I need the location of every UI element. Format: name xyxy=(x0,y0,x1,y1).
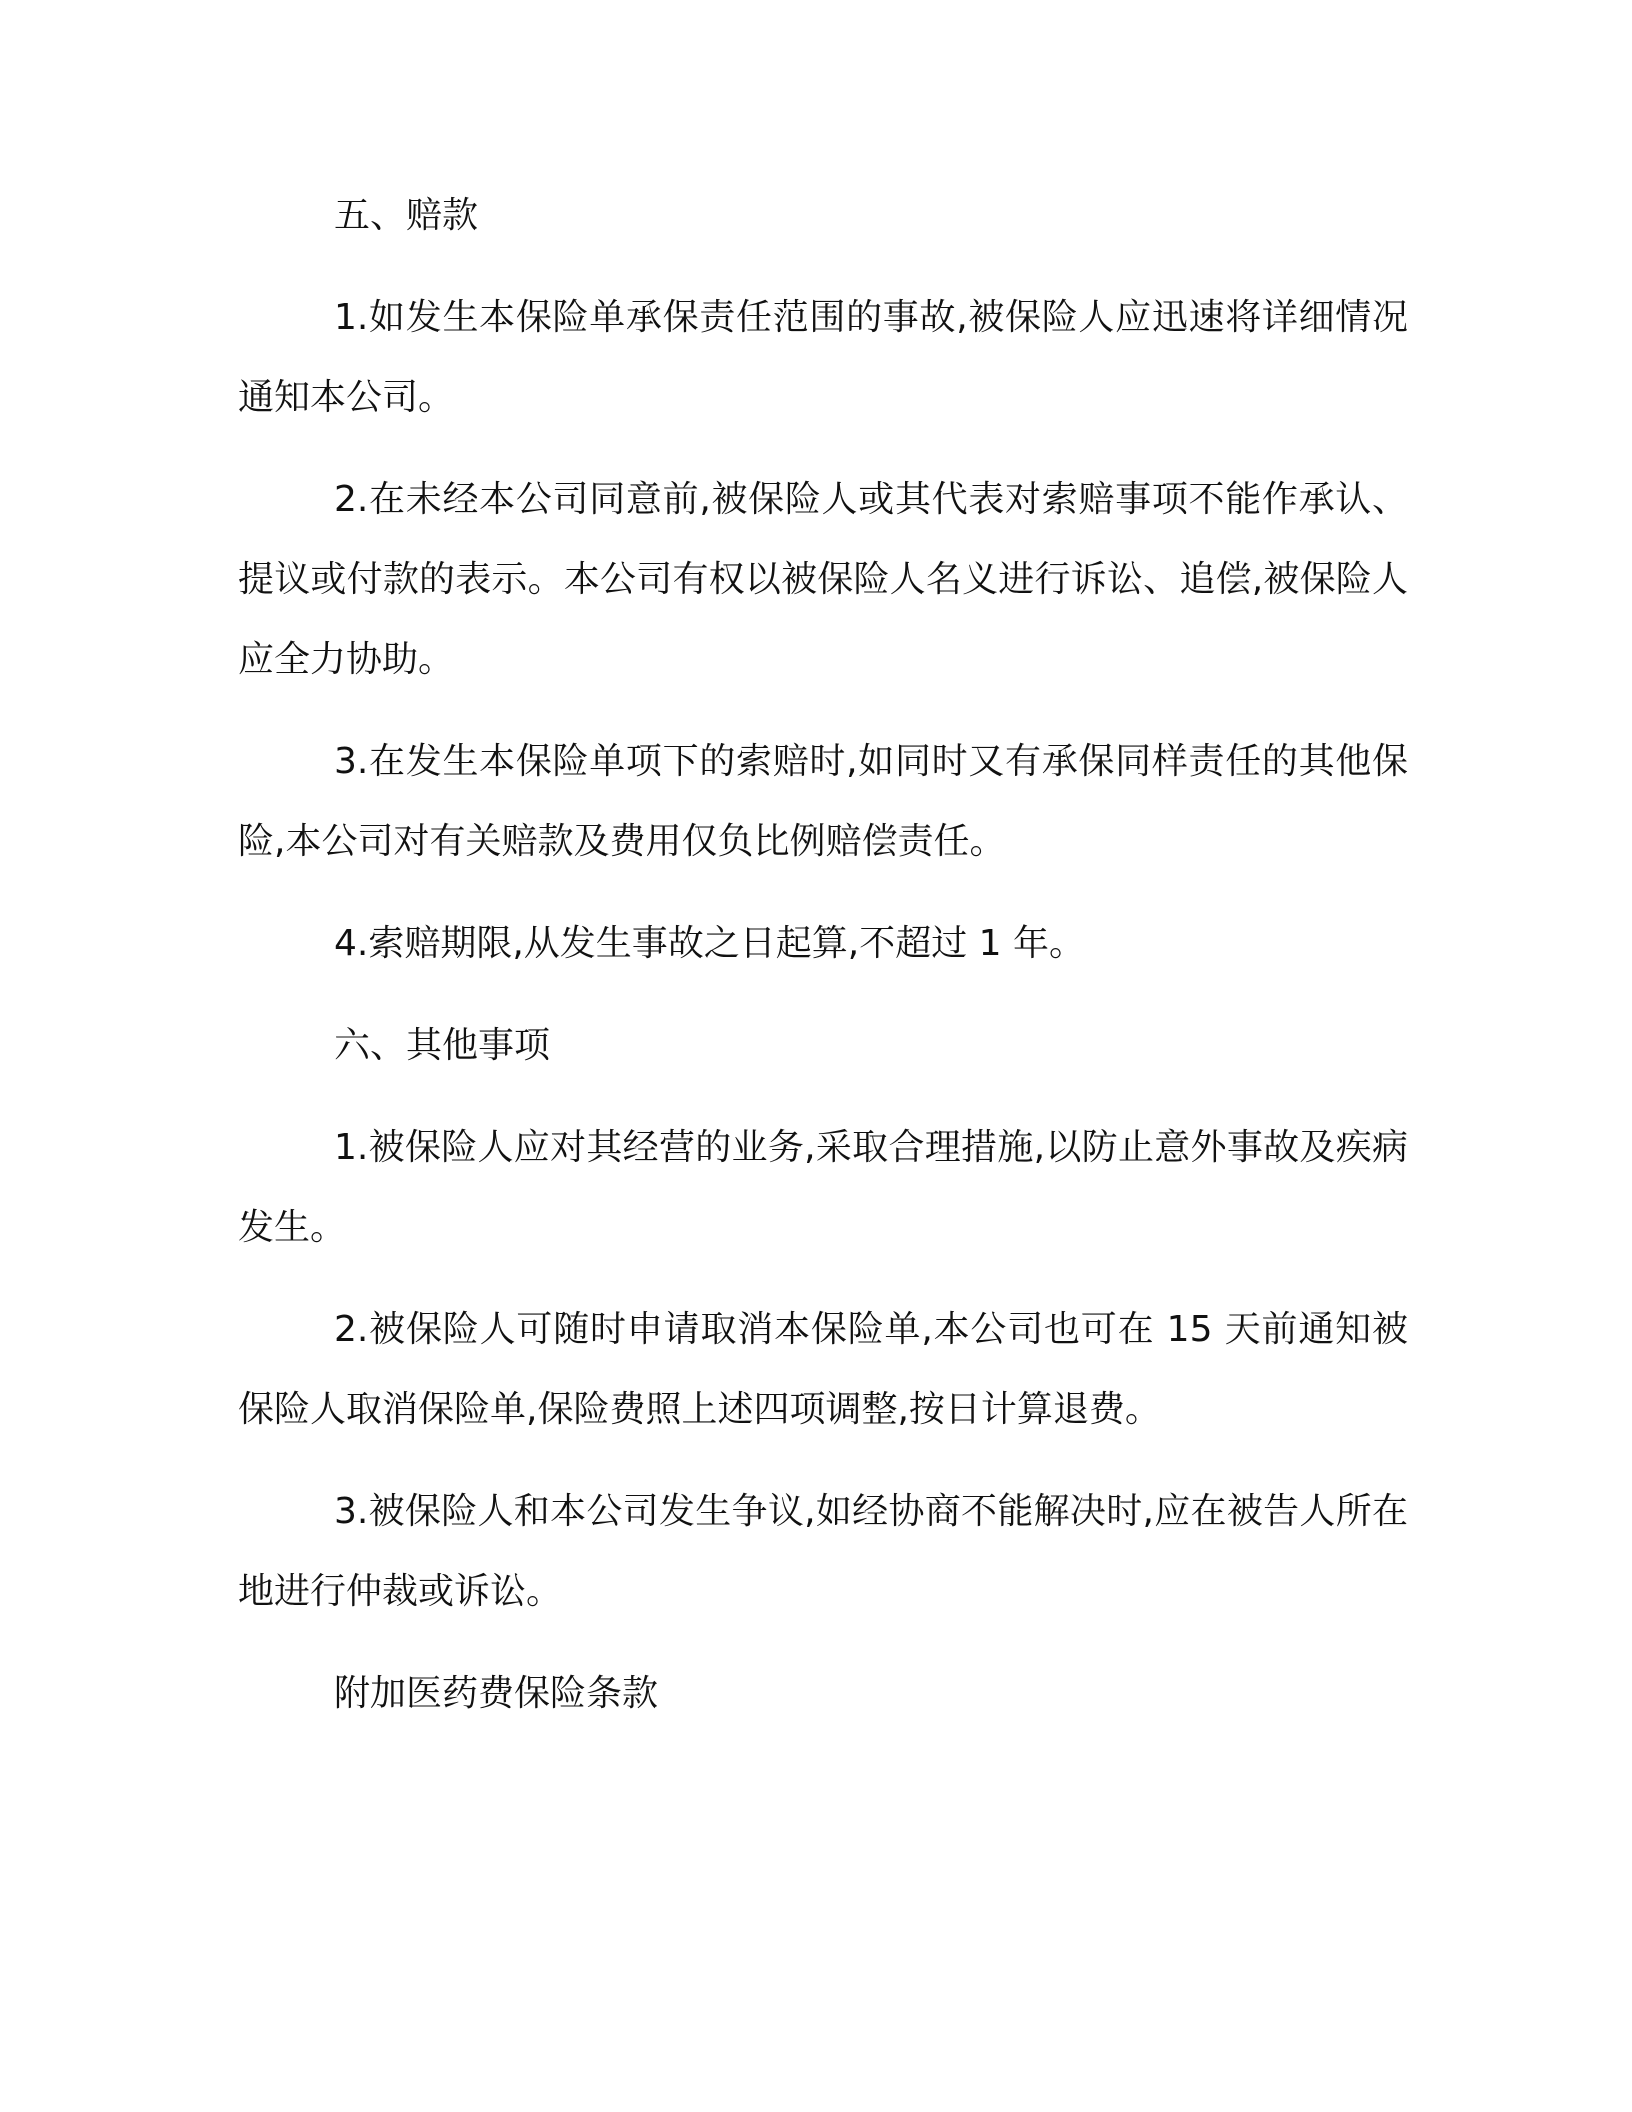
section-heading-compensation: 五、赔款 xyxy=(334,195,479,236)
other-matters-clause-2: 2.被保险人可随时申请取消本保险单,本公司也可在 15 天前通知被保险人取消保险单,保险费照上述四项调整,按日计算退费。 xyxy=(238,1309,1408,1430)
section-heading-other-matters: 六、其他事项 xyxy=(334,1025,551,1066)
document-body xyxy=(238,176,1408,1756)
appendix-title: 附加医药费保险条款 xyxy=(334,1673,659,1714)
compensation-clause-1: 1.如发生本保险单承保责任范围的事故,被保险人应迅速将详细情况通知本公司。 xyxy=(238,297,1408,418)
other-matters-clause-1: 1.被保险人应对其经营的业务,采取合理措施,以防止意外事故及疾病发生。 xyxy=(238,1127,1408,1248)
compensation-clause-4: 4.索赔期限,从发生事故之日起算,不超过 1 年。 xyxy=(334,923,1086,964)
compensation-clause-2: 2.在未经本公司同意前,被保险人或其代表对索赔事项不能作承认、提议或付款的表示。本公司有权以被保险人名义进行诉讼、追偿,被保险人应全力协助。 xyxy=(238,479,1408,680)
compensation-clause-3: 3.在发生本保险单项下的索赔时,如同时又有承保同样责任的其他保险,本公司对有关赔款及费用仅负比例赔偿责任。 xyxy=(238,741,1408,862)
other-matters-clause-3: 3.被保险人和本公司发生争议,如经协商不能解决时,应在被告人所在地进行仲裁或诉讼。 xyxy=(238,1491,1408,1612)
